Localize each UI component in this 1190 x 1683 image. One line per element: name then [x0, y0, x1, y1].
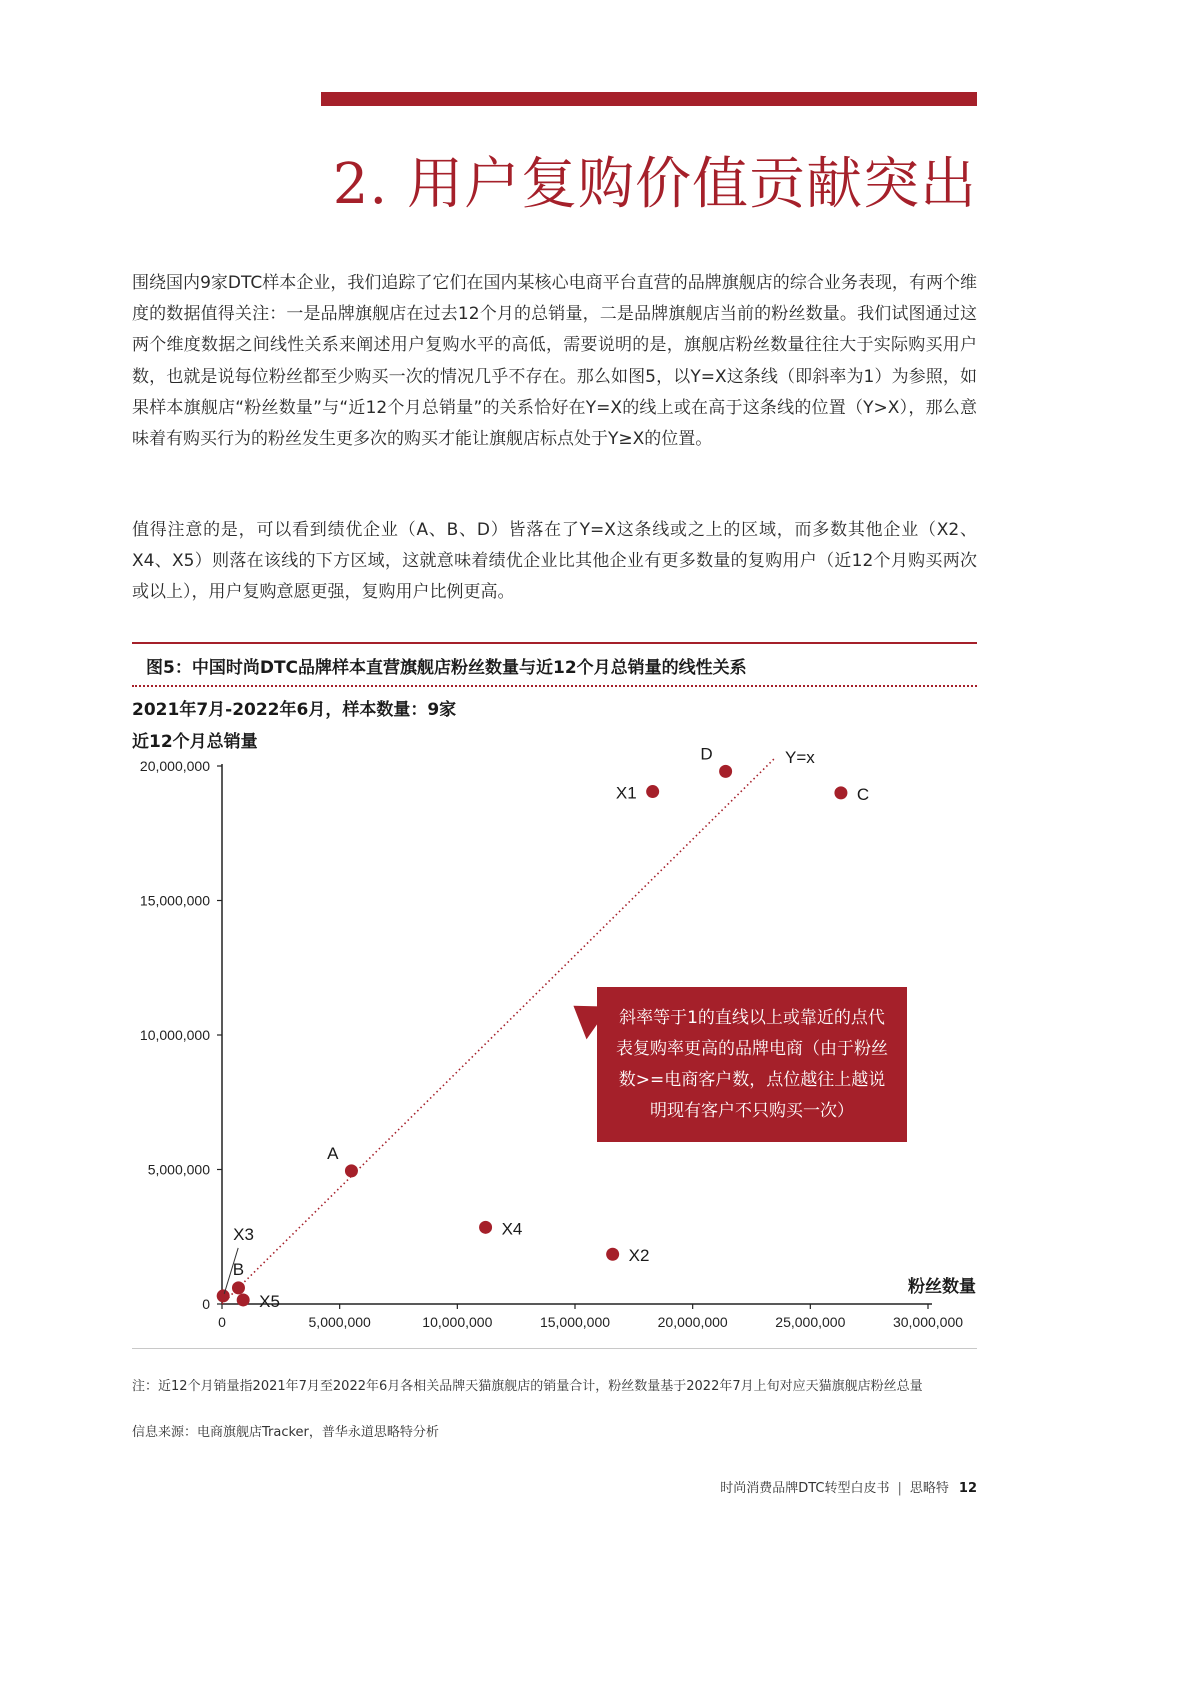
figure-period: 2021年7月-2022年6月，样本数量：9家: [132, 700, 457, 720]
point-label-b: B: [232, 1259, 245, 1279]
page-number: 12: [958, 1481, 977, 1496]
x-tick-label: 10,000,000: [422, 1314, 493, 1330]
data-point-x1: [646, 785, 659, 798]
reference-line-label: Y=x: [785, 747, 815, 767]
data-point-b: [232, 1281, 245, 1294]
point-label-c: C: [856, 784, 870, 804]
footer-doc-title: 时尚消费品牌DTC转型白皮书: [720, 1481, 890, 1496]
point-label-x4: X4: [501, 1219, 523, 1239]
x-tick-label: 30,000,000: [892, 1314, 964, 1330]
point-label-x1: X1: [615, 783, 637, 803]
callout-text: 斜率等于1的直线以上或靠近的点代表复购率更高的品牌电商（由于粉丝数>=电商客户数，点位越往上越说明现有客户不只购买一次）: [616, 1008, 888, 1121]
figure-source: 信息来源：电商旗舰店Tracker，普华永道思略特分析: [132, 1425, 439, 1440]
point-label-x2: X2: [628, 1246, 650, 1266]
y-tick-label: 15,000,000: [139, 892, 210, 909]
footer-org: 思略特: [909, 1481, 949, 1496]
y-axis-label: 近12个月总销量: [132, 732, 258, 752]
x-tick-label: 25,000,000: [775, 1314, 846, 1330]
figure-note: 注：近12个月销量指2021年7月至2022年6月各相关品牌天猫旗舰店的销量合计，粉丝数量基于2022年7月上旬对应天猫旗舰店粉丝总量: [132, 1379, 923, 1394]
x-tick-label: 0: [218, 1314, 226, 1330]
data-point-a: [345, 1164, 358, 1177]
y-tick-label: 20,000,000: [139, 758, 210, 774]
point-label-x5: X5: [259, 1291, 280, 1311]
x-tick-label: 15,000,000: [539, 1314, 611, 1330]
x-tick-label: 20,000,000: [657, 1314, 728, 1330]
x-tick-label: 5,000,000: [308, 1314, 371, 1330]
data-point-x2: [606, 1248, 619, 1261]
data-point-x5: [237, 1293, 250, 1306]
body-paragraph-2: 值得注意的是，可以看到绩优企业（A、B、D）皆落在了Y=X这条线或之上的区域，而多数其他企业（X2、X4、X5）则落在该线的下方区域，这就意味着绩优企业比其他企业有更多数量的复购用户（近12个月购买两次或以上），用户复购意愿更强，复购用户比例更高。: [132, 520, 977, 603]
section-title: 2. 用户复购价值贡献突出: [332, 152, 977, 217]
point-label-x3: X3: [233, 1224, 254, 1244]
footer-separator: |: [897, 1481, 902, 1496]
figure-bottom-rule: [132, 1348, 977, 1349]
body-paragraph-1: 围绕国内9家DTC样本企业，我们追踪了它们在国内某核心电商平台直营的品牌旗舰店的综合业务表现，有两个维度的数据值得关注：一是品牌旗舰店在过去12个月的总销量，二是品牌旗舰店当前的粉丝数量。我们试图通过这两个维度数据之间线性关系来阐述用户复购水平的高低，需要说明的是，旗舰店粉丝数量往往大于实际购买用户数，也就是说每位粉丝都至少购买一次的情况几乎不存在。那么如图5，以Y=X这条线（即斜率为1）为参照，如果样本旗舰店“粉丝数量”与“近12个月总销量”的关系恰好在Y=X的线上或在高于这条线的位置（Y>X），那么意味着有购买行为的粉丝发生更多次的购买才能让旗舰店标点处于Y≥X的位置。: [132, 273, 977, 450]
point-label-a: A: [327, 1143, 339, 1163]
data-point-x3: [217, 1289, 230, 1302]
point-label-d: D: [700, 744, 713, 764]
data-point-c: [834, 786, 847, 799]
y-tick-label: 10,000,000: [139, 1027, 210, 1043]
x-axis-label: 粉丝数量: [908, 1277, 976, 1297]
data-point-x4: [479, 1221, 492, 1234]
y-tick-label: 5,000,000: [147, 1161, 210, 1178]
y-tick-label: 0: [202, 1296, 210, 1312]
callout-box: [597, 987, 907, 1142]
figure-title: 图5：中国时尚DTC品牌样本直营旗舰店粉丝数量与近12个月总销量的线性关系: [146, 658, 747, 678]
page-footer: [720, 1477, 977, 1496]
data-point-d: [719, 765, 732, 778]
